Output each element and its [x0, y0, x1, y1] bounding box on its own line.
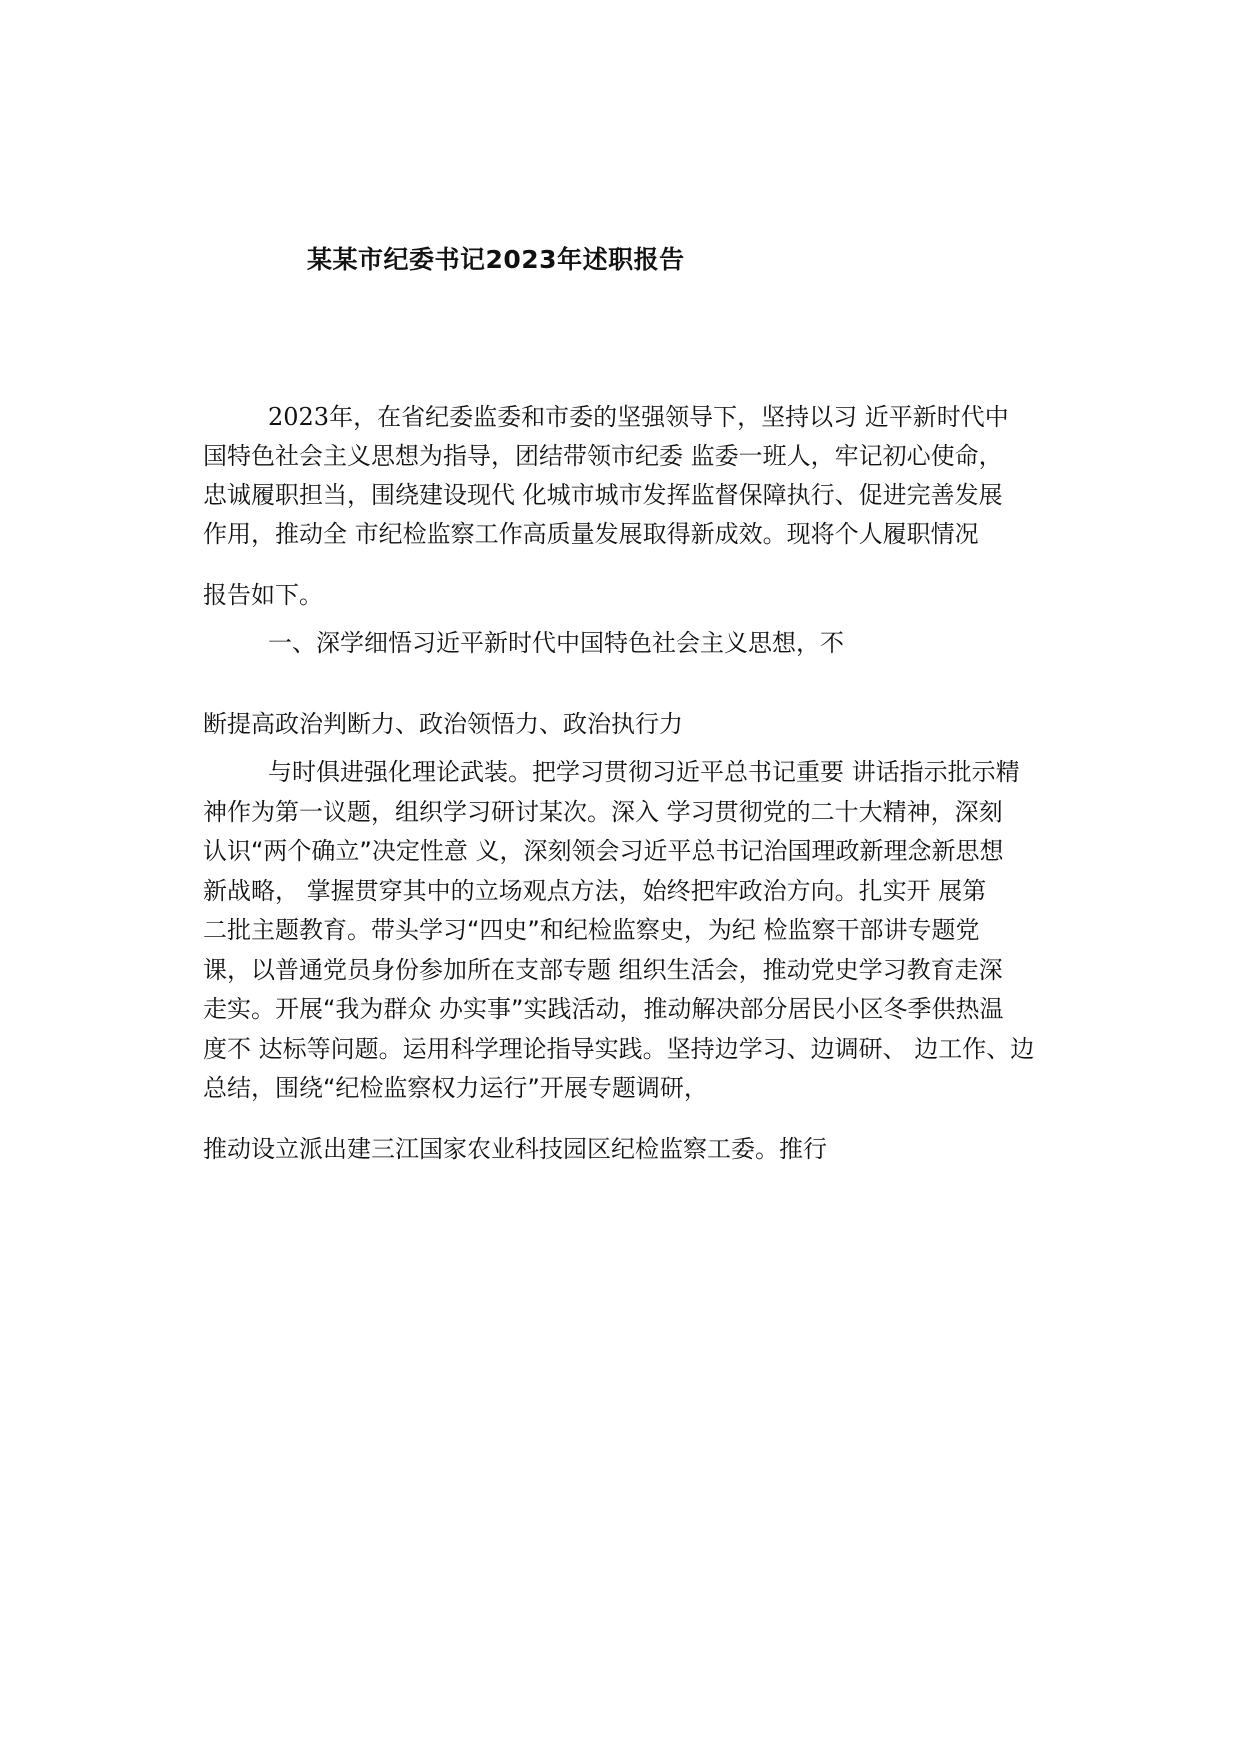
paragraph-line: 度不 达标等问题。运用科学理论指导实践。坚持边学习、边调研、 边工作、边: [203, 1035, 1035, 1063]
paragraph-line: 新战略， 掌握贯穿其中的立场观点方法，始终把牢政治方向。扎实开 展第: [203, 877, 987, 905]
paragraph-line: 报告如下。: [203, 581, 323, 609]
section-heading-line: 断提高政治判断力、政治领悟力、政治执行力: [203, 710, 683, 738]
section-heading-line: 一、深学细悟习近平新时代中国特色社会主义思想，不: [268, 629, 844, 657]
paragraph-line: 忠诚履职担当，围绕建设现代 化城市城市发挥监督保障执行、促进完善发展: [203, 481, 1003, 509]
paragraph-line: 二批主题教育。带头学习“四史”和纪检监察史，为纪 检监察干部讲专题党: [203, 916, 980, 944]
paragraph-line: 与时俱进强化理论武装。把学习贯彻习近平总书记重要 讲话指示批示精: [268, 758, 1020, 786]
paragraph-line: 推动设立派出建三江国家农业科技园区纪检监察工委。推行: [203, 1135, 827, 1163]
paragraph-line: 总结，围绕“纪检监察权力运行”开展专题调研，: [203, 1074, 708, 1102]
document-title: 某某市纪委书记2023年述职报告: [307, 245, 685, 274]
paragraph-line: 认识“两个确立”决定性意 义，深刻领会习近平总书记治国理政新理念新思想: [203, 837, 1004, 865]
paragraph-line: 2023年，在省纪委监委和市委的坚强领导下，坚持以习 近平新时代中: [268, 403, 1009, 431]
paragraph-line: 作用，推动全 市纪检监察工作高质量发展取得新成效。现将个人履职情况: [203, 520, 979, 548]
paragraph-line: 神作为第一议题，组织学习研讨某次。深入 学习贯彻党的二十大精神，深刻: [203, 798, 1003, 826]
paragraph-line: 国特色社会主义思想为指导，团结带领市纪委 监委一班人，牢记初心使命，: [203, 442, 1003, 470]
paragraph-line: 课，以普通党员身份参加所在支部专题 组织生活会，推动党史学习教育走深: [203, 956, 1003, 984]
paragraph-line: 走实。开展“我为群众 办实事”实践活动，推动解决部分居民小区冬季供热温: [203, 995, 1004, 1023]
